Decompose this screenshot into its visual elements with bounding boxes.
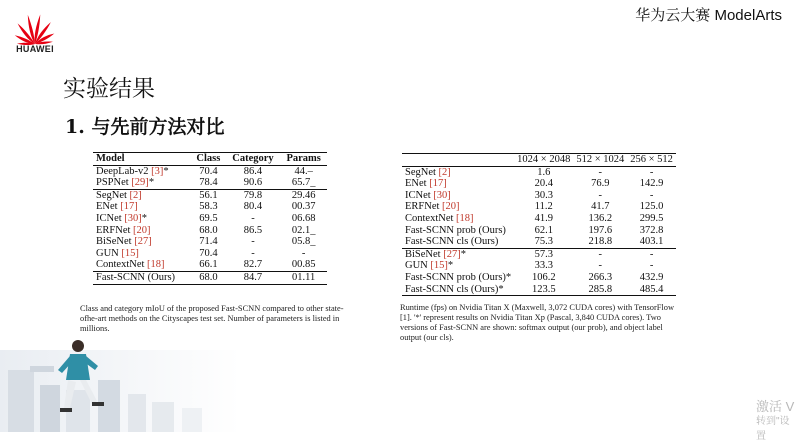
model-name: Fast-SCNN (Ours) (96, 271, 176, 283)
citation-ref: [2] (438, 166, 451, 178)
model-name-cell (402, 260, 514, 272)
citation-ref: [18] (456, 212, 474, 224)
class-cell: 66.1 (199, 259, 218, 271)
col-header-class: Class (191, 153, 226, 166)
model-name-cell (402, 225, 514, 237)
watermark-line1: 激活 V (756, 399, 795, 414)
model-name: BiSeNet (96, 236, 135, 248)
class-cell: 58.3 (199, 201, 218, 213)
fps-cell: 33.3 (534, 260, 553, 272)
fps-cell: 218.8 (588, 236, 613, 248)
class-cell: 70.4 (199, 165, 218, 177)
model-name-cell (402, 166, 514, 178)
table-row (93, 236, 327, 248)
model-suffix: * (141, 212, 148, 224)
class-cell: 69.5 (199, 212, 218, 224)
model-name-cell (93, 248, 191, 260)
params-cell: 00.85 (291, 259, 316, 271)
citation-ref: [17] (120, 201, 138, 213)
citation-ref: [2] (129, 189, 142, 201)
model-name-cell (93, 189, 191, 201)
decorative-illustration (0, 330, 240, 432)
runtime-table-panel (402, 153, 682, 296)
model-name-cell (93, 201, 191, 213)
table-row (93, 259, 327, 271)
fps-cell: 20.4 (534, 178, 553, 190)
model-suffix: * (460, 248, 466, 260)
table-row (93, 189, 327, 201)
runtime-table-caption: Runtime (fps) on Nvidia Titan X (Maxwell, 3,072 CUDA cores) with TensorFlow [1]. '*' represent results on Nvidia Titan Xp (Pascal, 3,840 CUDA cores). Two versions of Fast-SCNN are shown: softmax output (our prob), and object label output (our cls). (400, 303, 674, 342)
citation-ref: [30] (433, 189, 451, 201)
model-name-cell (93, 213, 191, 225)
table-row (402, 248, 676, 260)
model-name-cell (93, 236, 191, 248)
col-header-params: Params (280, 153, 327, 166)
params-cell: - (301, 247, 306, 259)
citation-ref: [30] (124, 212, 142, 224)
col-header-1024x2048: 1024 × 2048 (514, 154, 573, 167)
citation-ref: [15] (121, 247, 139, 259)
model-name: Fast-SCNN prob (Ours)* (405, 271, 512, 283)
logo-text: HUAWEI (16, 44, 54, 54)
class-cell: 56.1 (191, 189, 226, 201)
model-name: GUN (405, 260, 431, 272)
fps-cell: - (649, 166, 654, 178)
fps-cell: - (649, 260, 654, 272)
model-name: DeepLab-v2 (96, 165, 152, 177)
model-name: SegNet (405, 166, 439, 178)
table-row (402, 166, 676, 178)
class-cell: 71.4 (199, 236, 218, 248)
fps-cell: 285.8 (573, 284, 627, 296)
model-name: BiSeNet (405, 248, 444, 260)
category-cell: 86.4 (243, 165, 263, 177)
runtime-table (402, 153, 676, 296)
table-row (402, 284, 676, 296)
params-cell: 44.– (294, 165, 313, 177)
model-name-cell (93, 177, 191, 189)
class-cell: 70.4 (199, 247, 218, 259)
citation-ref: [29] (131, 177, 149, 189)
model-name-cell (93, 225, 191, 237)
model-name: Fast-SCNN prob (Ours) (405, 224, 506, 236)
table-row (93, 271, 327, 284)
class-cell: 78.4 (199, 177, 218, 189)
fps-cell: - (627, 248, 676, 260)
params-cell: 05.8_ (291, 236, 316, 248)
model-name: PSPNet (96, 177, 132, 189)
table-row (402, 190, 676, 202)
fps-cell: 372.8 (639, 224, 664, 236)
table-row (93, 248, 327, 260)
fps-cell: 266.3 (588, 271, 613, 283)
col-header-model (402, 154, 514, 167)
table-row (93, 177, 327, 189)
model-name: ENet (96, 201, 121, 213)
miou-table-panel (93, 152, 346, 285)
fps-cell: - (598, 189, 603, 201)
fps-cell: 30.3 (534, 189, 553, 201)
citation-ref: [3] (151, 165, 164, 177)
table-row (93, 213, 327, 225)
col-header-category: Category (226, 153, 281, 166)
fps-cell: 41.7 (591, 201, 610, 213)
model-name: ContextNet (96, 259, 148, 271)
fps-cell: 299.5 (639, 212, 664, 224)
model-name: GUN (96, 247, 122, 259)
page-title: 实验结果 (63, 76, 155, 102)
params-cell: 01.11 (280, 271, 327, 284)
model-name-cell (93, 271, 191, 284)
model-name: SegNet (96, 189, 130, 201)
fps-cell: 403.1 (639, 236, 664, 248)
params-cell: 29.46 (280, 189, 327, 201)
section-subtitle: 1. 与先前方法对比 (65, 116, 225, 138)
params-cell: 00.37 (291, 201, 316, 213)
model-name-cell (93, 259, 191, 271)
model-name: ICNet (405, 189, 434, 201)
col-header-512x1024: 512 × 1024 (573, 154, 627, 167)
fps-cell: 57.3 (514, 248, 573, 260)
table-row (402, 178, 676, 190)
model-name-cell (402, 284, 514, 296)
watermark-line2: 转到"设置 (756, 416, 790, 442)
citation-ref: [15] (430, 260, 448, 272)
fps-cell: 76.9 (591, 178, 610, 190)
citation-ref: [20] (442, 201, 460, 213)
table-row (402, 272, 676, 284)
citation-ref: [20] (133, 224, 151, 236)
model-name-cell (402, 178, 514, 190)
fps-cell: 106.2 (531, 271, 556, 283)
category-cell: 80.4 (243, 201, 263, 213)
col-header-model: Model (93, 153, 191, 166)
category-cell: - (251, 247, 255, 259)
citation-ref: [27] (134, 236, 152, 248)
model-name: Fast-SCNN cls (Ours) (405, 236, 499, 248)
model-name: Fast-SCNN cls (Ours)* (405, 283, 504, 295)
class-cell: 68.0 (199, 224, 218, 236)
fps-cell: 125.0 (639, 201, 664, 213)
activation-watermark (756, 399, 796, 444)
table-row (402, 201, 676, 213)
table-row (402, 260, 676, 272)
col-header-256x512: 256 × 512 (627, 154, 676, 167)
brand-title: 华为云大赛 ModelArts (635, 7, 782, 24)
table-row (93, 201, 327, 213)
fps-cell: 432.9 (639, 271, 664, 283)
fps-cell: - (573, 248, 627, 260)
fps-cell: 41.9 (534, 212, 553, 224)
table-row (93, 165, 327, 177)
model-name-cell (402, 248, 514, 260)
category-cell: - (251, 212, 255, 224)
params-cell: 65.7_ (291, 177, 316, 189)
model-name: ICNet (96, 212, 125, 224)
model-name: ContextNet (405, 212, 457, 224)
model-name-cell (402, 190, 514, 202)
params-cell: 02.1_ (291, 224, 316, 236)
table-row (402, 213, 676, 225)
fps-cell: - (598, 260, 603, 272)
model-name-cell (402, 236, 514, 248)
fps-cell: 11.2 (534, 201, 553, 213)
fps-cell: 62.1 (534, 224, 553, 236)
category-cell: 79.8 (226, 189, 281, 201)
fps-cell: 1.6 (537, 166, 551, 178)
category-cell: - (251, 236, 255, 248)
fps-cell: - (649, 189, 654, 201)
fps-cell: 75.3 (534, 236, 553, 248)
category-cell: 84.7 (226, 271, 281, 284)
model-name-cell (402, 201, 514, 213)
table-row (93, 225, 327, 237)
fps-cell: 136.2 (588, 212, 613, 224)
fps-cell: 485.4 (627, 284, 676, 296)
fps-cell: 123.5 (514, 284, 573, 296)
model-name-cell (402, 213, 514, 225)
citation-ref: [27] (443, 248, 461, 260)
category-cell: 82.7 (243, 259, 263, 271)
table-row (402, 236, 676, 248)
model-name: ERFNet (405, 201, 443, 213)
model-suffix: * (148, 177, 155, 189)
fps-cell: 142.9 (639, 178, 664, 190)
model-suffix: * (447, 260, 454, 272)
fps-cell: 197.6 (588, 224, 613, 236)
citation-ref: [18] (147, 259, 165, 271)
table-header-row (402, 154, 676, 167)
class-cell: 68.0 (191, 271, 226, 284)
model-name: ENet (405, 178, 430, 190)
table-row (402, 225, 676, 237)
params-cell: 06.68 (291, 212, 316, 224)
model-name-cell (93, 165, 191, 177)
citation-ref: [17] (429, 178, 447, 190)
model-name-cell (402, 272, 514, 284)
model-suffix: * (163, 165, 169, 177)
miou-table-caption: Class and category mIoU of the proposed Fast-SCNN compared to other state-ofhe-art methods on the Cityscapes test set. Number of parameters is listed in millions. (80, 304, 344, 333)
model-name: ERFNet (96, 224, 134, 236)
category-cell: 86.5 (243, 224, 263, 236)
table-header-row (93, 153, 327, 166)
fps-cell: - (598, 166, 603, 178)
miou-table (93, 152, 327, 285)
category-cell: 90.6 (243, 177, 263, 189)
